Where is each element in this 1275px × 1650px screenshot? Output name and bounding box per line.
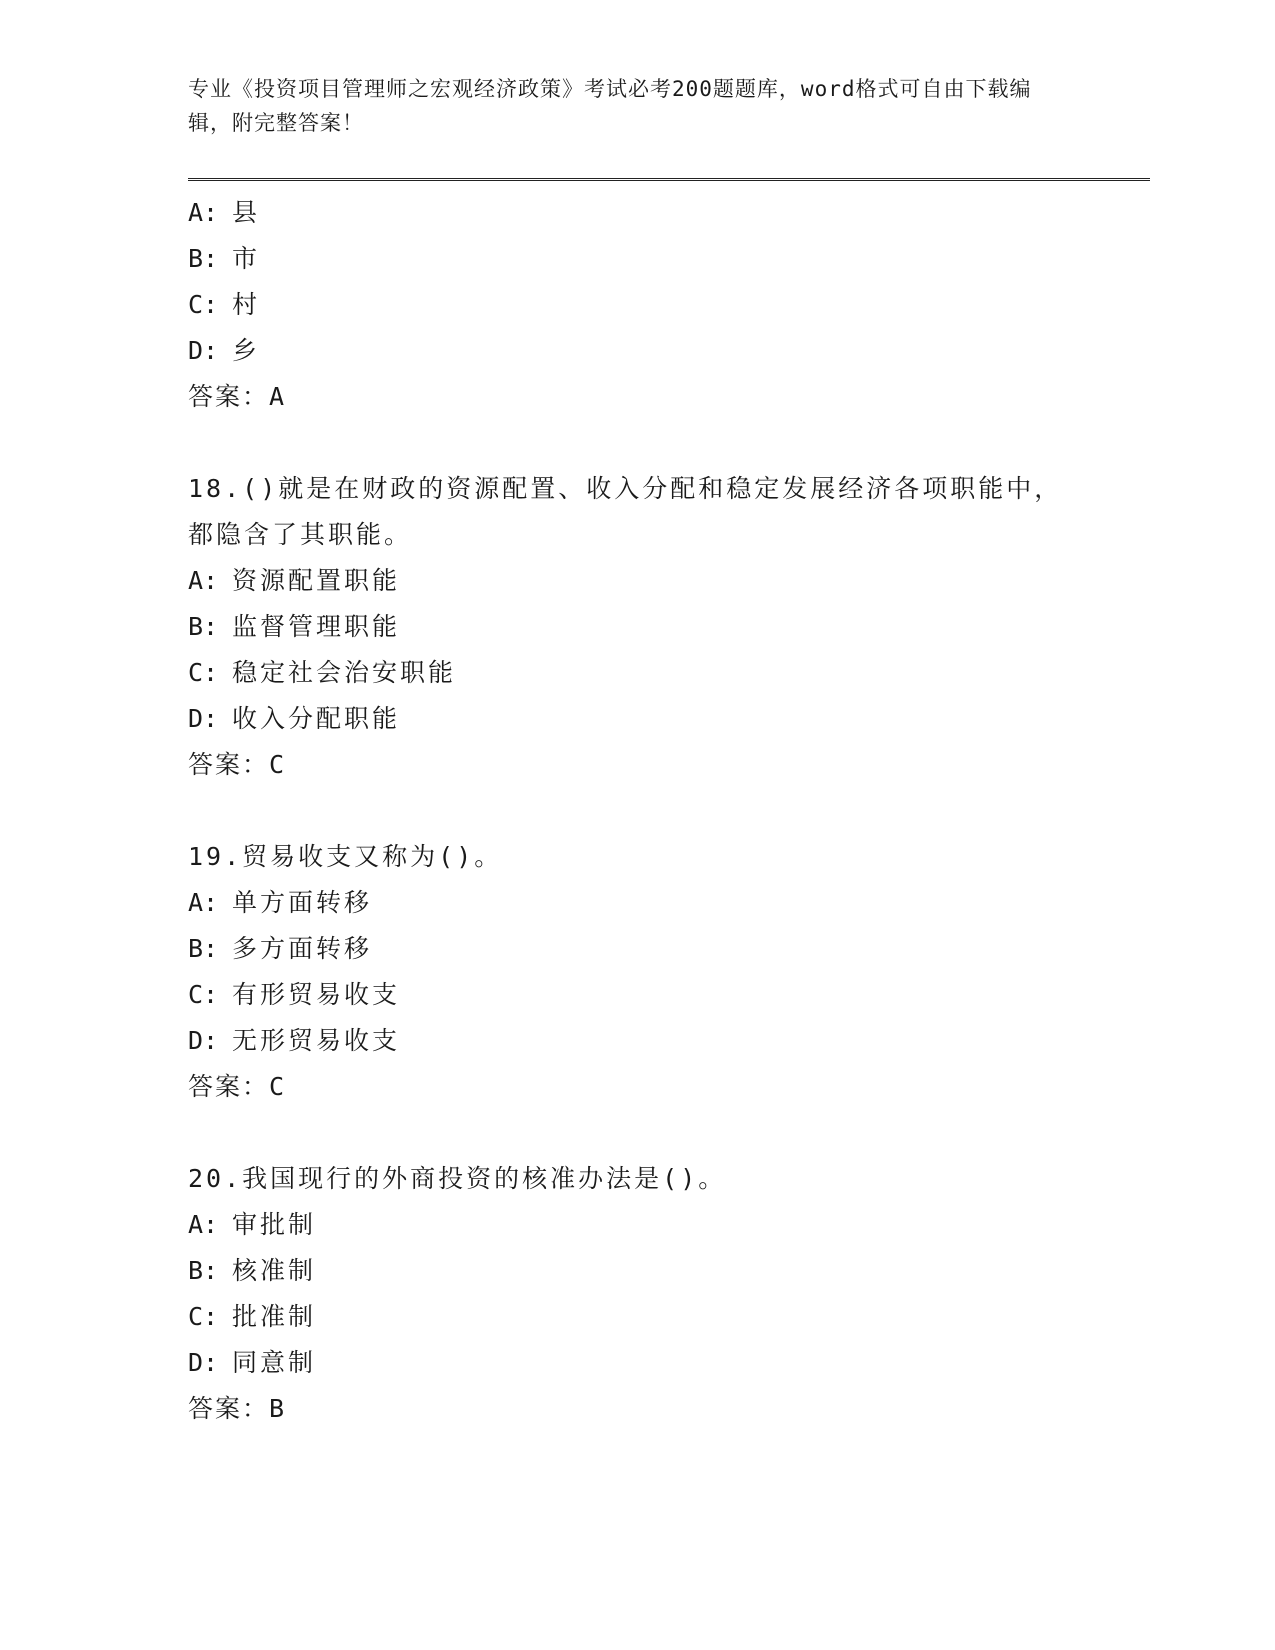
option-text: 市 — [232, 244, 261, 273]
answer-label: 答案： — [188, 1394, 270, 1423]
option-text: 多方面转移 — [232, 934, 373, 963]
option-text: 审批制 — [232, 1210, 317, 1239]
option-letter: A: — [188, 888, 219, 917]
option-c — [188, 1294, 1148, 1340]
option-letter: A: — [188, 198, 219, 227]
answer-value: B — [269, 1394, 288, 1423]
option-text: 村 — [232, 290, 261, 319]
option-letter: B: — [188, 612, 219, 641]
option-letter: D: — [188, 704, 219, 733]
spacer — [188, 1110, 1148, 1156]
option-text: 单方面转移 — [232, 888, 373, 917]
option-d — [188, 328, 1148, 374]
option-a — [188, 880, 1148, 926]
answer-label: 答案： — [188, 750, 270, 779]
answer-line — [188, 742, 1148, 788]
option-letter: B: — [188, 1256, 219, 1285]
option-letter: D: — [188, 1026, 219, 1055]
option-a — [188, 190, 1148, 236]
option-text: 核准制 — [232, 1256, 317, 1285]
answer-label: 答案： — [188, 1072, 270, 1101]
option-letter: A: — [188, 1210, 219, 1239]
answer-line — [188, 374, 1148, 420]
option-b — [188, 1248, 1148, 1294]
option-d — [188, 1018, 1148, 1064]
option-a — [188, 1202, 1148, 1248]
option-c — [188, 282, 1148, 328]
answer-line — [188, 1386, 1148, 1432]
header-divider — [188, 178, 1150, 181]
document-header: 专业《投资项目管理师之宏观经济政策》考试必考200题题库，word格式可自由下载编辑，附完整答案！ — [188, 77, 1032, 135]
option-letter: C: — [188, 290, 219, 319]
question-block-17 — [188, 190, 1148, 420]
option-text: 有形贸易收支 — [232, 980, 401, 1009]
option-b — [188, 604, 1148, 650]
option-a — [188, 558, 1148, 604]
question-block-19 — [188, 834, 1148, 1110]
option-d — [188, 1340, 1148, 1386]
answer-value: C — [269, 750, 288, 779]
option-b — [188, 926, 1148, 972]
option-text: 资源配置职能 — [232, 566, 401, 595]
option-b — [188, 236, 1148, 282]
answer-line — [188, 1064, 1148, 1110]
option-text: 监督管理职能 — [232, 612, 401, 641]
option-letter: C: — [188, 1302, 219, 1331]
question-block-18 — [188, 466, 1148, 788]
option-text: 县 — [232, 198, 261, 227]
option-letter: B: — [188, 244, 219, 273]
option-letter: B: — [188, 934, 219, 963]
option-text: 批准制 — [232, 1302, 317, 1331]
answer-value: A — [269, 382, 288, 411]
question-stem: 19.贸易收支又称为()。 — [188, 842, 503, 871]
option-c — [188, 972, 1148, 1018]
question-block-20 — [188, 1156, 1148, 1432]
answer-label: 答案： — [188, 382, 270, 411]
option-letter: A: — [188, 566, 219, 595]
option-letter: C: — [188, 658, 219, 687]
spacer — [188, 420, 1148, 466]
option-text: 稳定社会治安职能 — [232, 658, 457, 687]
option-c — [188, 650, 1148, 696]
spacer — [188, 788, 1148, 834]
question-list — [188, 190, 1148, 1432]
option-d — [188, 696, 1148, 742]
option-text: 同意制 — [232, 1348, 317, 1377]
option-letter: D: — [188, 1348, 219, 1377]
option-letter: C: — [188, 980, 219, 1009]
option-text: 收入分配职能 — [232, 704, 401, 733]
answer-value: C — [269, 1072, 288, 1101]
option-text: 无形贸易收支 — [232, 1026, 401, 1055]
question-stem: 20.我国现行的外商投资的核准办法是()。 — [188, 1164, 727, 1193]
option-letter: D: — [188, 336, 219, 365]
question-stem: 18.()就是在财政的资源配置、收入分配和稳定发展经济各项职能中，都隐含了其职能。 — [188, 474, 1063, 549]
option-text: 乡 — [232, 336, 261, 365]
